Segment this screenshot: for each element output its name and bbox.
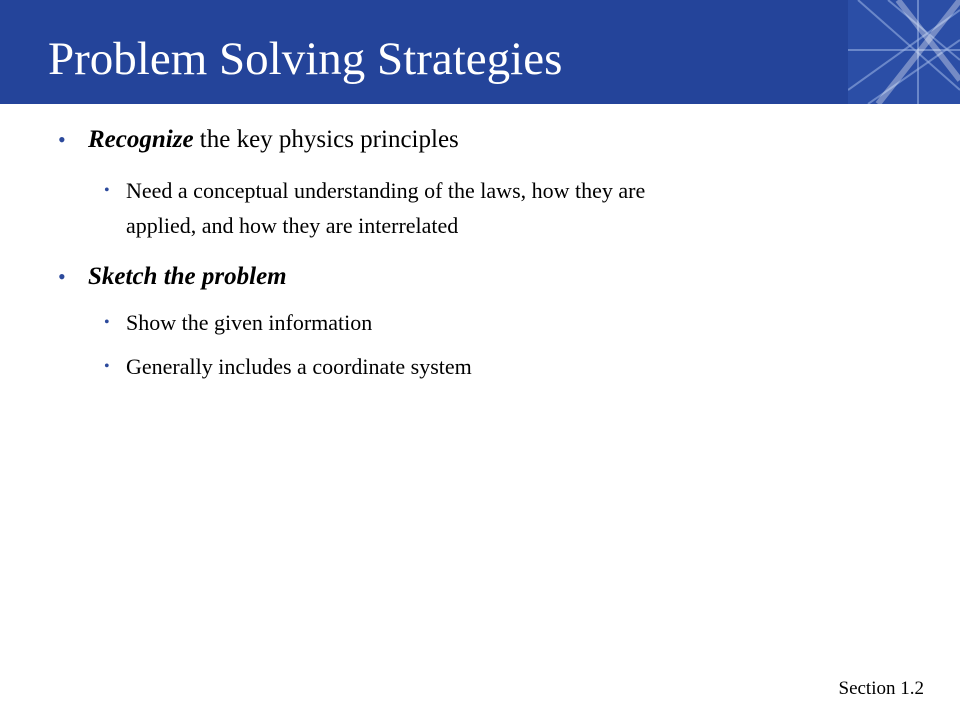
- bullet-dot: •: [58, 264, 66, 289]
- bullet-dot: •: [58, 127, 66, 152]
- subbullet-text: Need a conceptual understanding of the laws, how they are: [126, 178, 646, 203]
- subbullet-text-continuation: applied, and how they are interrelated: [126, 213, 459, 238]
- section-footer: Section 1.2: [838, 678, 924, 699]
- bullet-sketch-text: Sketch the problem: [88, 263, 287, 290]
- slide-title: Problem Solving Strategies: [48, 33, 563, 85]
- title-banner: [0, 0, 960, 104]
- subbullet-text: Generally includes a coordinate system: [126, 354, 472, 379]
- bullet-recognize-text: the key physics principles: [193, 126, 459, 153]
- subbullet-text: Show the given information: [126, 310, 373, 335]
- subbullet-dot: •: [104, 182, 110, 199]
- bullet-recognize-emphasis: Recognize: [88, 126, 194, 153]
- subbullet-dot: •: [104, 358, 110, 375]
- decorative-crosshatch-graphic: [848, 0, 960, 104]
- subbullet-dot: •: [104, 314, 110, 331]
